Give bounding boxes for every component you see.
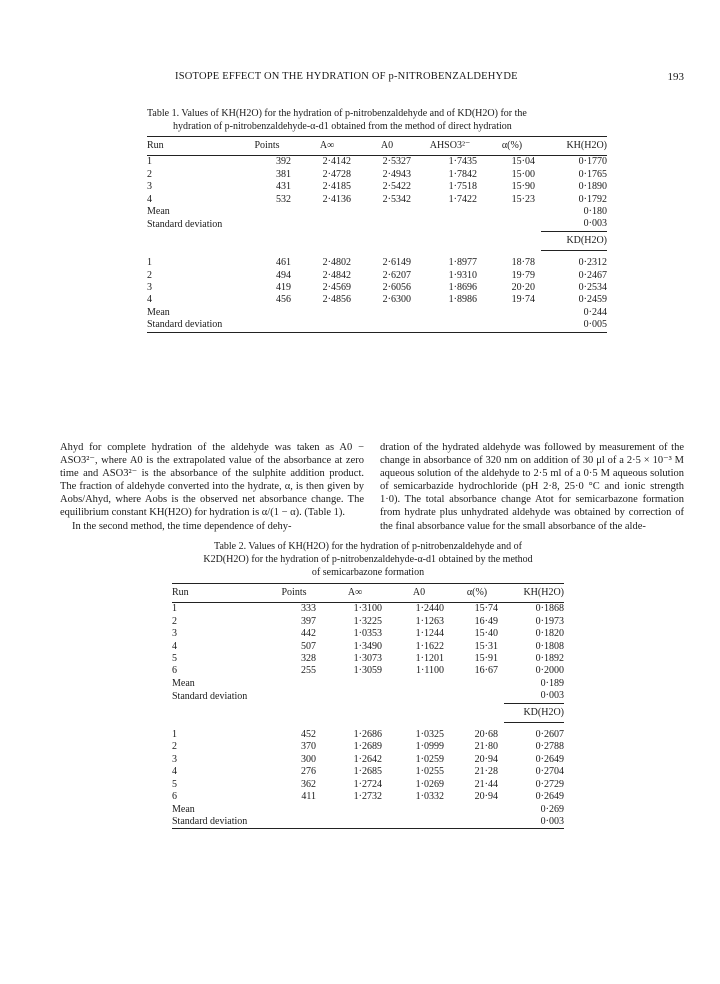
- table-cell: 1·2440: [415, 603, 444, 615]
- table-cell: 0·2649: [535, 753, 564, 765]
- run-cell: 4: [147, 193, 152, 205]
- mean-row: [172, 804, 564, 816]
- table-cell: 1·2724: [353, 778, 382, 790]
- table-cell: 461: [276, 257, 291, 269]
- table-cell: 15·40: [474, 628, 498, 640]
- table-row: [147, 194, 607, 206]
- table-body: [147, 257, 607, 307]
- run-cell: 4: [147, 294, 152, 306]
- table-cell: 2·6207: [382, 269, 411, 281]
- table-cell: 370: [301, 741, 316, 753]
- table-cell: 392: [276, 156, 291, 168]
- table-cell: 452: [301, 729, 316, 741]
- table-row: [147, 169, 607, 181]
- table-body: [147, 156, 607, 206]
- table-cell: 15·04: [511, 156, 535, 168]
- run-cell: 4: [172, 640, 177, 652]
- caption-line: hydration of p-nitrobenzaldehyde-α-d1 obtained from the method of direct hydration: [173, 121, 512, 132]
- paragraph: Ahyd for complete hydration of the aldehyde was taken as A0 − ASO3²⁻, where A0 is the extrapolated value of the absorbance at zero time and ASO3²⁻ is the absorbance of the sulphite addition product. The fraction of aldehyde converted into the hydrate, α, is then given by Aobs/Ahyd, where Aobs is the observed net absorbance change. The equilibrium constant KH(H2O) for hydration is α/(1 − α). (Table 1).: [60, 442, 364, 519]
- table-cell: 411: [301, 791, 316, 803]
- table-header-row: [147, 137, 607, 156]
- table-cell: 442: [301, 628, 316, 640]
- table-body: [172, 729, 564, 803]
- table-cell: 15·90: [511, 181, 535, 193]
- caption-line: Table 1. Values of KH(H2O) for the hydration of p-nitrobenzaldehyde and of KD(H2O) for the: [147, 108, 527, 119]
- table-cell: 0·2607: [535, 729, 564, 741]
- caption-line: of semicarbazone formation: [311, 567, 425, 578]
- run-cell: 3: [172, 753, 177, 765]
- table-row: [147, 282, 607, 294]
- table-row: [172, 641, 564, 653]
- paragraph: In the second method, the time dependence of dehy-: [72, 520, 292, 532]
- run-cell: 3: [147, 282, 152, 294]
- table-cell: 1·1622: [415, 640, 444, 652]
- run-cell: 2: [172, 741, 177, 753]
- table-row: [172, 791, 564, 803]
- table-row: [172, 754, 564, 766]
- table-cell: 2·4142: [322, 156, 351, 168]
- row-label: Standard deviation: [147, 218, 223, 230]
- table-cell: 276: [301, 766, 316, 778]
- table-cell: 1·3100: [353, 603, 382, 615]
- table-cell: 1·1263: [415, 615, 444, 627]
- table-cell: 1·7435: [448, 156, 477, 168]
- table-cell: 0·1765: [578, 168, 607, 180]
- table-cell: 1·2642: [353, 753, 382, 765]
- row-label: Mean: [147, 306, 170, 318]
- table-cell: 0·1973: [535, 615, 564, 627]
- table-row: [172, 779, 564, 791]
- run-cell: 6: [172, 791, 177, 803]
- table-cell: 0·2000: [535, 665, 564, 677]
- table-cell: 16·67: [474, 665, 498, 677]
- table-cell: 20·68: [474, 729, 498, 741]
- table-cell: 1·1100: [416, 665, 444, 677]
- table-cell: 507: [301, 640, 316, 652]
- table-cell: 15·74: [474, 603, 498, 615]
- run-cell: 5: [172, 653, 177, 665]
- kd-column-header: KD(H2O): [541, 231, 607, 250]
- table-cell: 0·2459: [578, 294, 607, 306]
- table-cell: 2·6056: [382, 282, 411, 294]
- column-header: α(%): [483, 137, 541, 156]
- table-cell: 1·1244: [415, 628, 444, 640]
- run-cell: 2: [147, 269, 152, 281]
- column-header: Points: [266, 584, 322, 603]
- running-title: ISOTOPE EFFECT ON THE HYDRATION OF p-NITROBENZALDEHYDE: [175, 71, 518, 82]
- table-row: [147, 156, 607, 169]
- table-cell: 2·4943: [382, 168, 411, 180]
- table-cell: 15·31: [474, 640, 498, 652]
- table-cell: 16·49: [474, 615, 498, 627]
- table-row: [172, 766, 564, 778]
- table-cell: 2·4728: [322, 168, 351, 180]
- run-cell: 1: [147, 257, 152, 269]
- column-header: KH(H2O): [504, 584, 564, 603]
- table-cell: 0·1892: [535, 653, 564, 665]
- paragraph: dration of the hydrated aldehyde was followed by measurement of the change in absorbance of 320 nm on addition of 30 μl of a 2·5 × 10⁻³ M aqueous solution of the aldehyde to 2·5 ml of a 0·5 M aqueous solution of semicarbazide hydrochloride (pH 2·8, 25·0 °C and ionic strength 1·0). The total absorbance change Atot for semicarbazone formation from hydrate plus unhydrated aldehyde was obtained by correction of the final absorbance value for the small absorbance of the alde-: [380, 442, 684, 532]
- table-cell: 2·4856: [322, 294, 351, 306]
- table-cell: 19·74: [511, 294, 535, 306]
- table-cell: 2·5342: [382, 193, 411, 205]
- left-column: [60, 441, 364, 533]
- table-cell: 21·28: [474, 766, 498, 778]
- table-cell: 2·6300: [382, 294, 411, 306]
- column-header: A∞: [297, 137, 357, 156]
- table-cell: 0·2729: [535, 778, 564, 790]
- table-row: [172, 665, 564, 677]
- column-header: α(%): [450, 584, 504, 603]
- table-cell: 333: [301, 603, 316, 615]
- column-header: Points: [237, 137, 297, 156]
- table-cell: 2·4802: [322, 257, 351, 269]
- table-cell: 0·2704: [535, 766, 564, 778]
- row-label: Mean: [147, 206, 170, 218]
- caption-line: Table 2. Values of KH(H2O) for the hydration of p-nitrobenzaldehyde and of: [214, 541, 522, 552]
- table-cell: 1·2685: [353, 766, 382, 778]
- run-cell: 3: [172, 628, 177, 640]
- table-cell: 15·23: [511, 193, 535, 205]
- table-cell: 0·2467: [578, 269, 607, 281]
- table-cell: 1·2689: [353, 741, 382, 753]
- table-2-caption: [172, 540, 564, 579]
- table-cell: 0·2312: [578, 257, 607, 269]
- table-row: [147, 294, 607, 306]
- run-cell: 6: [172, 665, 177, 677]
- sd-value: 0·005: [541, 319, 607, 332]
- table-cell: 0·2649: [535, 791, 564, 803]
- table-cell: 0·1868: [535, 603, 564, 615]
- mean-row: [147, 206, 607, 218]
- run-cell: 1: [172, 729, 177, 741]
- table-cell: 1·8977: [448, 257, 477, 269]
- caption-line: K2D(H2O) for the hydration of p-nitrobenzaldehyde-α-d1 obtained by the method: [203, 554, 533, 565]
- table-cell: 1·3059: [353, 665, 382, 677]
- table-cell: 2·6149: [382, 257, 411, 269]
- table-cell: 20·94: [474, 753, 498, 765]
- table-row: [147, 257, 607, 269]
- table-cell: 0·1808: [535, 640, 564, 652]
- row-label: Standard deviation: [172, 690, 248, 702]
- table-2: [172, 583, 564, 829]
- column-header: AHSO3²⁻: [417, 137, 483, 156]
- run-cell: 4: [172, 766, 177, 778]
- table-cell: 532: [276, 193, 291, 205]
- sd-value: 0·003: [540, 690, 564, 702]
- table-cell: 300: [301, 753, 316, 765]
- table-row: [172, 653, 564, 665]
- subheader-row: [147, 231, 607, 250]
- run-cell: 2: [147, 168, 152, 180]
- table-cell: 1·3225: [353, 615, 382, 627]
- table-row: [147, 181, 607, 193]
- sd-value: 0·003: [504, 816, 564, 829]
- sd-row: [147, 218, 607, 231]
- table-cell: 1·0999: [415, 741, 444, 753]
- table-cell: 0·1820: [535, 628, 564, 640]
- table-cell: 1·7422: [448, 193, 477, 205]
- table-1: [147, 136, 607, 333]
- table-cell: 19·79: [511, 269, 535, 281]
- table-row: [172, 628, 564, 640]
- table-row: [172, 603, 564, 616]
- table-cell: 1·3490: [353, 640, 382, 652]
- table-cell: 328: [301, 653, 316, 665]
- table-cell: 2·4136: [322, 193, 351, 205]
- column-header: A∞: [322, 584, 388, 603]
- table-cell: 20·94: [474, 791, 498, 803]
- table-cell: 15·91: [474, 653, 498, 665]
- sd-value: 0·003: [583, 218, 607, 230]
- table-1-caption: [147, 107, 607, 133]
- table-cell: 0·2788: [535, 741, 564, 753]
- sd-row: [147, 319, 607, 332]
- column-header: KH(H2O): [541, 137, 607, 156]
- table-cell: 15·00: [511, 168, 535, 180]
- table-cell: 21·44: [474, 778, 498, 790]
- table-cell: 2·4185: [322, 181, 351, 193]
- table-cell: 1·8986: [448, 294, 477, 306]
- page-number: 193: [667, 71, 684, 83]
- table-cell: 1·0255: [415, 766, 444, 778]
- table-cell: 1·8696: [448, 282, 477, 294]
- subheader-row: [172, 703, 564, 722]
- table-cell: 0·1890: [578, 181, 607, 193]
- table-cell: 18·78: [511, 257, 535, 269]
- table-row: [172, 741, 564, 753]
- table-cell: 1·7842: [448, 168, 477, 180]
- column-header: A0: [388, 584, 450, 603]
- table-cell: 2·4842: [322, 269, 351, 281]
- table-cell: 431: [276, 181, 291, 193]
- mean-value: 0·180: [583, 206, 607, 218]
- run-cell: 3: [147, 181, 152, 193]
- table-cell: 0·1792: [578, 193, 607, 205]
- table-cell: 1·9310: [448, 269, 477, 281]
- run-cell: 1: [172, 603, 177, 615]
- table-body: [172, 603, 564, 678]
- row-label: Mean: [172, 677, 195, 689]
- table-cell: 381: [276, 168, 291, 180]
- table-cell: 362: [301, 778, 316, 790]
- table-cell: 494: [276, 269, 291, 281]
- row-label: Standard deviation: [172, 816, 504, 829]
- column-header: A0: [357, 137, 417, 156]
- table-cell: 1·0332: [415, 791, 444, 803]
- table-cell: 1·0259: [415, 753, 444, 765]
- table-cell: 0·2534: [578, 282, 607, 294]
- right-column: [380, 441, 684, 533]
- mean-value: 0·244: [583, 306, 607, 318]
- table-row: [172, 729, 564, 741]
- table-cell: 21·80: [474, 741, 498, 753]
- table-cell: 1·3073: [353, 653, 382, 665]
- table-cell: 1·7518: [448, 181, 477, 193]
- table-cell: 1·2732: [353, 791, 382, 803]
- table-cell: 2·5327: [382, 156, 411, 168]
- row-label: Mean: [172, 803, 195, 815]
- column-header: Run: [147, 137, 237, 156]
- table-cell: 456: [276, 294, 291, 306]
- table-cell: 397: [301, 615, 316, 627]
- mean-row: [172, 678, 564, 690]
- table-cell: 1·2686: [353, 729, 382, 741]
- table-cell: 1·0353: [353, 628, 382, 640]
- sd-row: [172, 690, 564, 703]
- row-label: Standard deviation: [147, 319, 541, 332]
- run-cell: 2: [172, 615, 177, 627]
- table-header-row: [172, 584, 564, 603]
- table-cell: 0·1770: [578, 156, 607, 168]
- table-cell: 2·5422: [382, 181, 411, 193]
- table-cell: 1·1201: [415, 653, 444, 665]
- run-cell: 5: [172, 778, 177, 790]
- table-cell: 1·0325: [415, 729, 444, 741]
- table-cell: 255: [301, 665, 316, 677]
- mean-value: 0·269: [540, 803, 564, 815]
- kd-column-header: KD(H2O): [504, 703, 564, 722]
- table-cell: 1·0269: [415, 778, 444, 790]
- column-header: Run: [172, 584, 266, 603]
- run-cell: 1: [147, 156, 152, 168]
- mean-row: [147, 307, 607, 319]
- body-text: [60, 441, 684, 533]
- sd-row: [172, 816, 564, 829]
- table-cell: 419: [276, 282, 291, 294]
- table-cell: 2·4569: [322, 282, 351, 294]
- mean-value: 0·189: [540, 677, 564, 689]
- table-row: [147, 270, 607, 282]
- table-row: [172, 616, 564, 628]
- table-cell: 20·20: [511, 282, 535, 294]
